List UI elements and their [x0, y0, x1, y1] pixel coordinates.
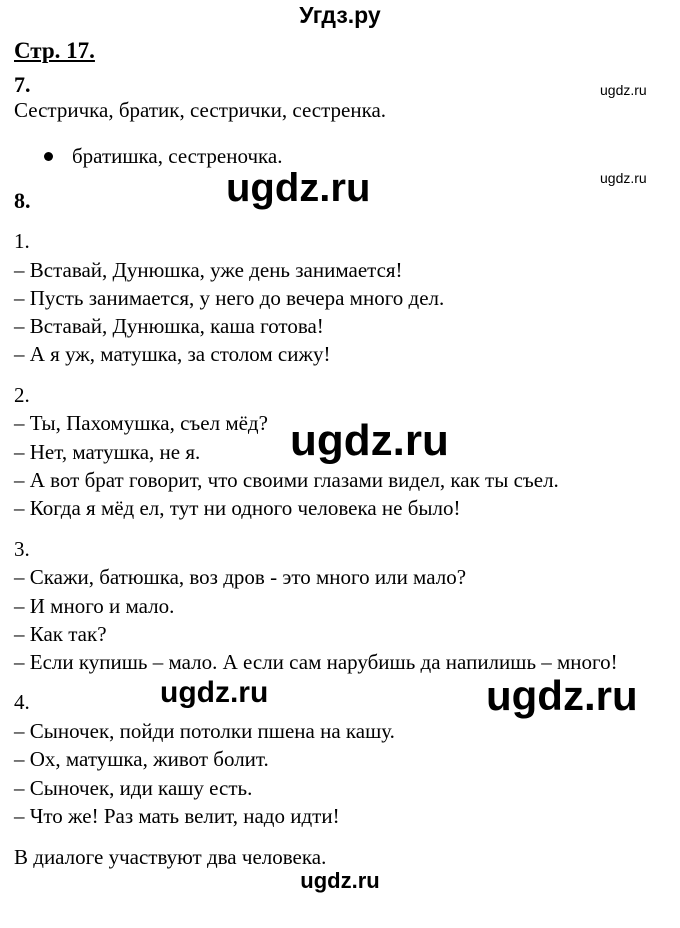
dialog-line: – Пусть занимается, у него до вечера много дел.: [14, 286, 445, 310]
task-8-number: 8.: [14, 188, 31, 213]
dialog-line: – Ох, матушка, живот болит.: [14, 747, 269, 771]
dialog-number: 3.: [14, 537, 30, 561]
dialog-line: – Что же! Раз мать велит, надо идти!: [14, 804, 340, 828]
watermark-large: ugdz.ru: [486, 672, 638, 719]
dialog-line: – Вставай, Дунюшка, уже день занимается!: [14, 258, 403, 282]
dialog-line: – Скажи, батюшка, воз дров - это много или мало?: [14, 565, 467, 589]
dialog-number: 2.: [14, 383, 30, 407]
watermark-large: ugdz.ru: [290, 416, 449, 465]
dialog-line: – А я уж, матушка, за столом сижу!: [14, 342, 331, 366]
watermark-large: ugdz.ru: [160, 676, 269, 709]
task-7-bullet-text: братишка, сестреночка.: [72, 144, 283, 168]
dialog-line: – И много и мало.: [14, 594, 175, 618]
dialog-number: 4.: [14, 690, 30, 714]
page-title: Стр. 17.: [14, 38, 95, 63]
site-footer: ugdz.ru: [300, 868, 380, 893]
conclusion-text: В диалоге участвуют два человека.: [14, 845, 327, 869]
dialog-line: – Если купишь – мало. А если сам нарубишь да напилишь – много!: [14, 650, 618, 674]
dialog-line: – Вставай, Дунюшка, каша готова!: [14, 314, 324, 338]
dialog-line: – Сыночек, иди кашу есть.: [14, 776, 253, 800]
dialog-line: – Сыночек, пойди потолки пшена на кашу.: [14, 719, 395, 743]
watermark-small: ugdz.ru: [600, 170, 647, 186]
watermark-large: ugdz.ru: [226, 166, 371, 210]
dialog-line: – А вот брат говорит, что своими глазами видел, как ты съел.: [14, 468, 559, 492]
dialog-number: 1.: [14, 229, 30, 253]
bullet-icon: [44, 152, 53, 161]
dialog-line: – Как так?: [14, 622, 107, 646]
watermark-small: ugdz.ru: [600, 82, 647, 98]
task-7-number: 7.: [14, 72, 31, 97]
site-header: Угдз.ру: [299, 2, 381, 28]
dialog-line: – Когда я мёд ел, тут ни одного человека не было!: [14, 496, 461, 520]
dialog-line: – Нет, матушка, не я.: [14, 440, 201, 464]
task-7-line: Сестричка, братик, сестрички, сестренка.: [14, 98, 387, 122]
dialog-line: – Ты, Пахомушка, съел мёд?: [14, 411, 268, 435]
